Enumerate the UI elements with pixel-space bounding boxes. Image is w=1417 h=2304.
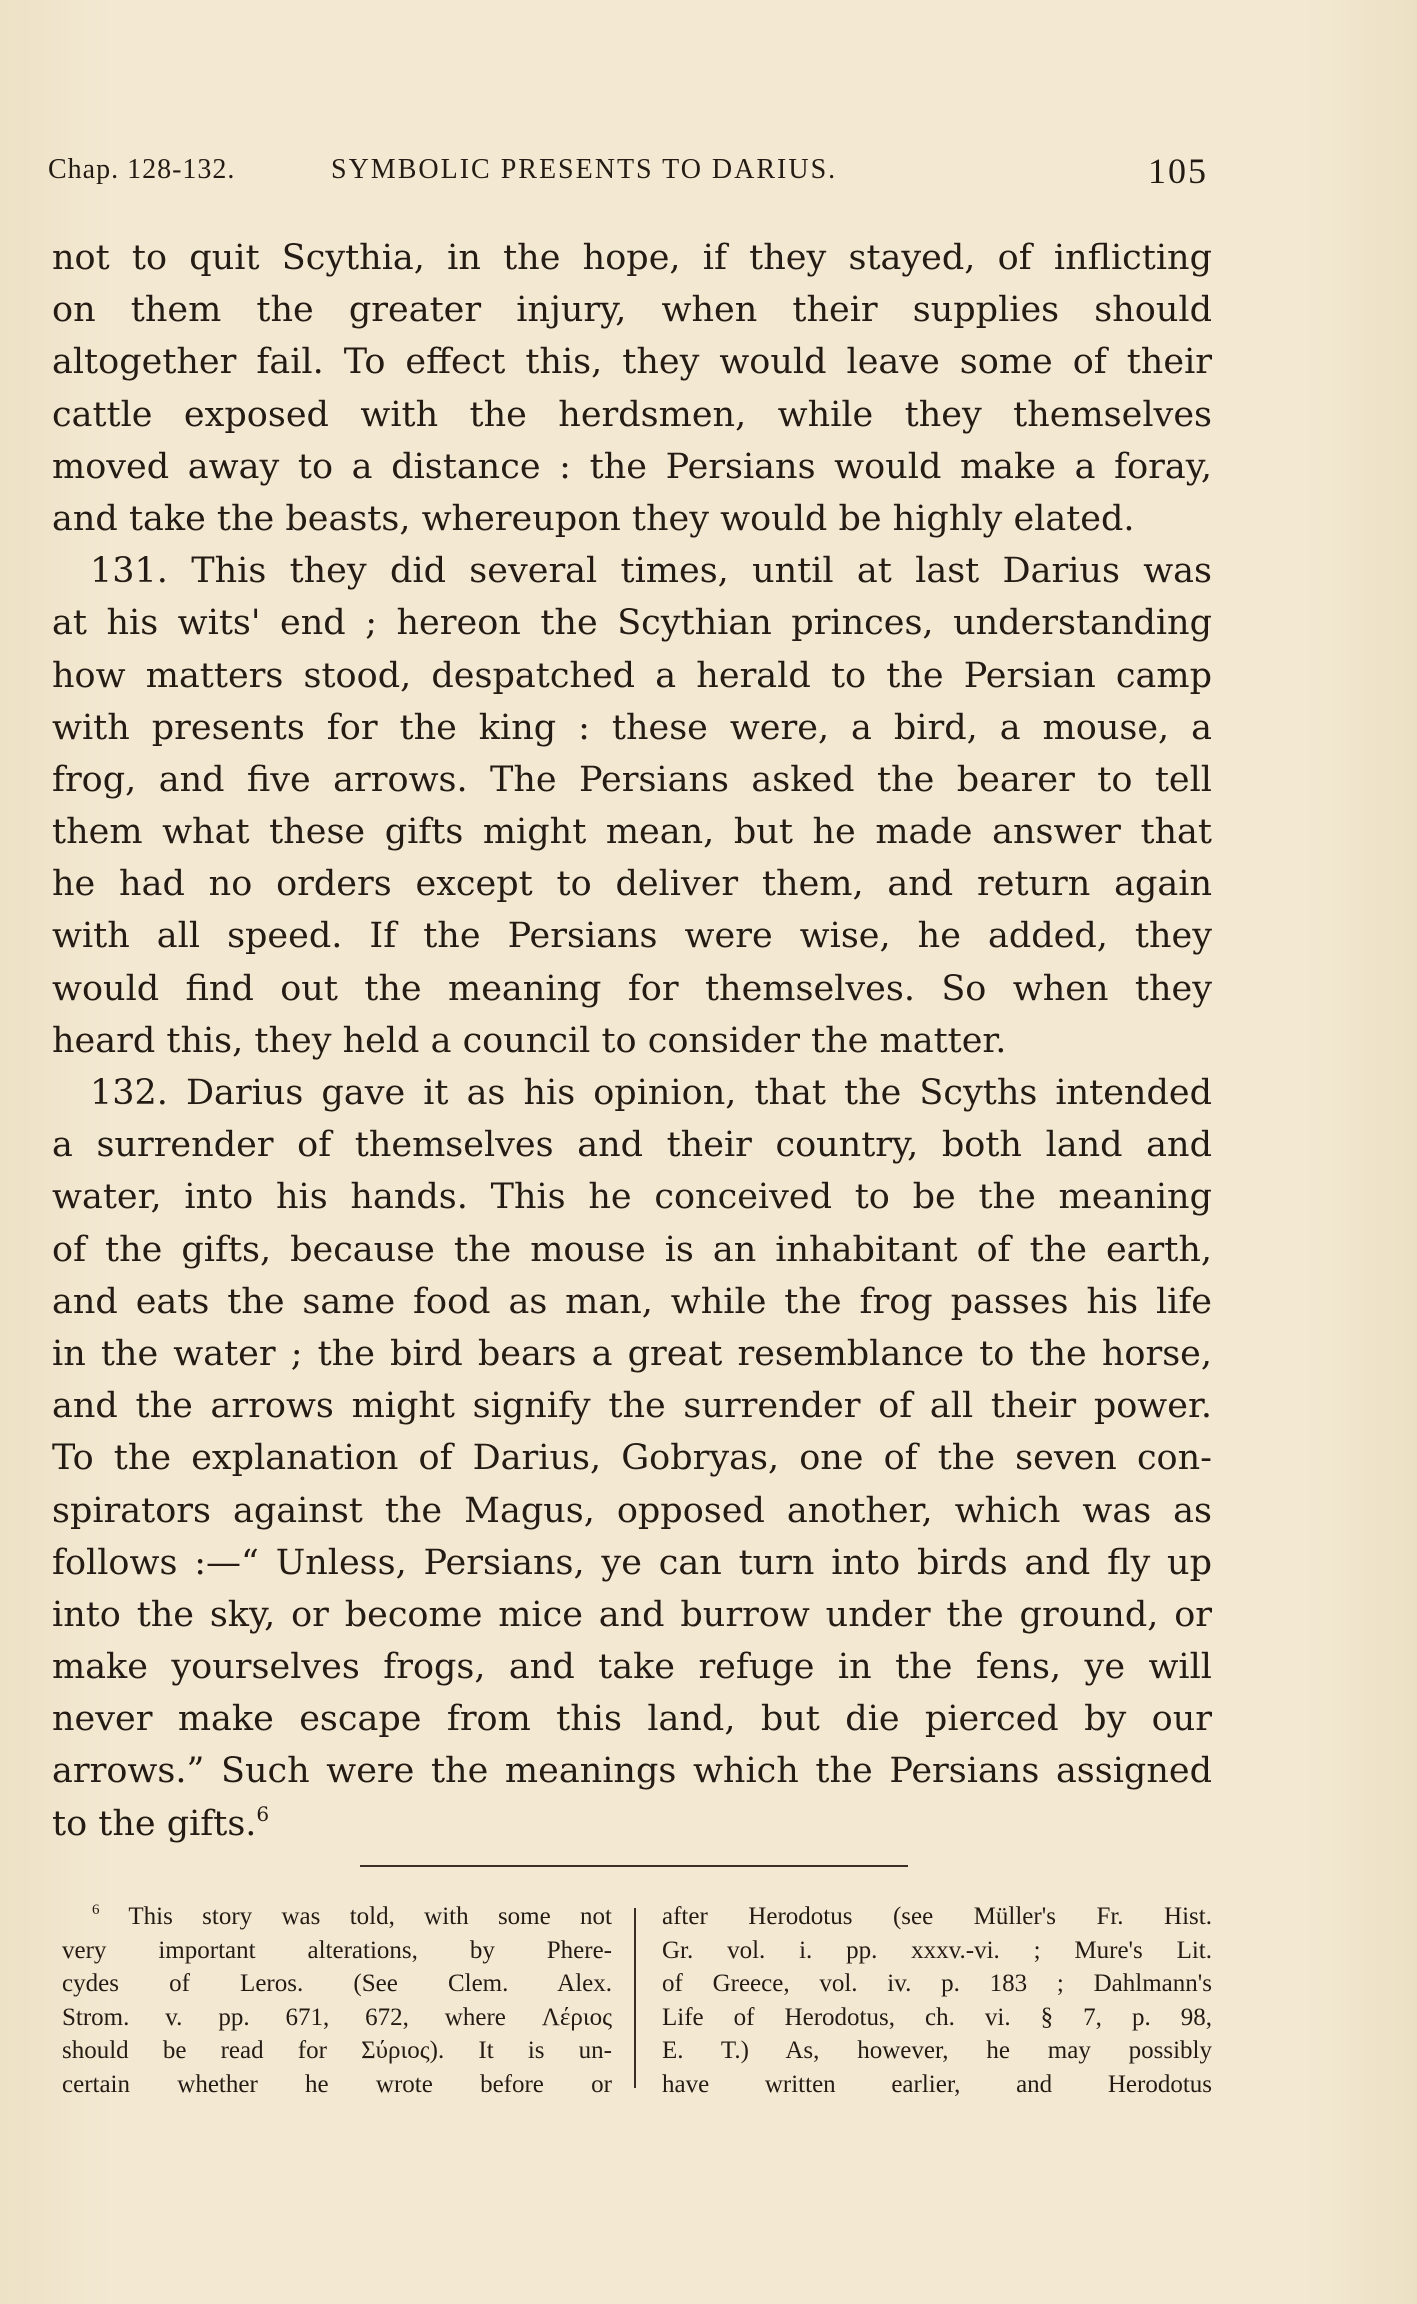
footnote-line: very important alterations, by Phere- <box>62 1936 612 1964</box>
text-line: never make escape from this land, but die pierced by our <box>52 1699 1212 1740</box>
text-line: in the water ; the bird bears a great resemblance to the horse, <box>52 1333 1212 1374</box>
text-line: and the arrows might signify the surrender of all their power. <box>52 1386 1212 1427</box>
footnote-line: Strom. v. pp. 671, 672, where Λέριος <box>62 2003 612 2031</box>
text-line: would find out the meaning for themselves. So when they <box>52 968 1212 1009</box>
text-line: not to quit Scythia, in the hope, if they stayed, of inflicting <box>52 238 1212 278</box>
text-line: To the explanation of Darius, Gobryas, one of the seven con- <box>52 1438 1212 1479</box>
footnote-line: E. T.) As, however, he may possibly <box>662 2037 1212 2065</box>
section-131-start: 131. This they did several times, until at last Darius was <box>90 551 1212 592</box>
footnote-separator <box>360 1865 908 1867</box>
footnote-column-left <box>62 1900 612 2102</box>
text-line: them what these gifts might mean, but he made answer that <box>52 812 1212 853</box>
footnote-marker: 6 <box>92 1902 100 1918</box>
page-number: 105 <box>1148 151 1208 191</box>
footnote-column-right <box>662 1900 1212 2102</box>
section-132-start: 132. Darius gave it as his opinion, that the Scyths intended <box>90 1073 1212 1113</box>
text-line: how matters stood, despatched a herald to the Persian camp <box>52 655 1212 696</box>
text-line: water, into his hands. This he conceived to be the meaning <box>52 1177 1212 1218</box>
text-line: with all speed. If the Persians were wise, he added, they <box>52 916 1212 957</box>
text-line: and take the beasts, whereupon they would be highly elated. <box>52 498 1135 539</box>
text-line: he had no orders except to deliver them, and return again <box>52 864 1212 905</box>
running-head <box>48 150 1208 190</box>
text-line: of the gifts, because the mouse is an inhabitant of the earth, <box>52 1229 1212 1270</box>
text-line: heard this, they held a council to consider the matter. <box>52 1020 1007 1061</box>
text-line-final-text: to the gifts. <box>52 1803 257 1844</box>
main-text <box>52 232 1212 1850</box>
text-line: make yourselves frogs, and take refuge in the fens, ye will <box>52 1647 1212 1688</box>
footnote-line: Life of Herodotus, ch. vi. § 7, p. 98, <box>662 2003 1212 2031</box>
footnote-line: have written earlier, and Herodotus <box>662 2070 1212 2098</box>
text-line: follows :—“ Unless, Persians, ye can turn into birds and fly up <box>52 1542 1212 1583</box>
text-line: on them the greater injury, when their supplies should <box>52 290 1212 331</box>
text-line: a surrender of themselves and their country, both land and <box>52 1125 1212 1166</box>
footnote-line-first <box>62 1900 612 1934</box>
text-line: arrows.” Such were the meanings which the Persians assigned <box>52 1751 1212 1792</box>
text-line: frog, and five arrows. The Persians asked the bearer to tell <box>52 759 1212 800</box>
text-line: at his wits' end ; hereon the Scythian princes, understanding <box>52 603 1212 644</box>
footnote-line: certain whether he wrote before or <box>62 2070 612 2098</box>
text-line: moved away to a distance : the Persians would make a foray, <box>52 446 1212 487</box>
footnote-line: after Herodotus (see Müller's Fr. Hist. <box>662 1903 1212 1930</box>
chapter-reference: Chap. 128-132. <box>48 154 236 185</box>
text-line: into the sky, or become mice and burrow under the ground, or <box>52 1594 1212 1635</box>
text-line-final <box>52 1798 1212 1850</box>
text-line: and eats the same food as man, while the frog passes his life <box>52 1281 1212 1322</box>
footnote-column-divider <box>634 1908 636 2088</box>
footnote-line: should be read for Σύριος). It is un- <box>62 2037 612 2065</box>
footnote-line: cydes of Leros. (See Clem. Alex. <box>62 1970 612 1998</box>
page-title: SYMBOLIC PRESENTS TO DARIUS. <box>331 154 838 185</box>
footnote-line: of Greece, vol. iv. p. 183 ; Dahlmann's <box>662 1970 1212 1998</box>
text-line: with presents for the king : these were, a bird, a mouse, a <box>52 707 1212 748</box>
footnote-reference[interactable]: 6 <box>256 1801 270 1826</box>
footnote-line-text: This story was told, with some not <box>128 1903 612 1930</box>
footnote-line: Gr. vol. i. pp. xxxv.-vi. ; Mure's Lit. <box>662 1936 1212 1964</box>
text-line: spirators against the Magus, opposed another, which was as <box>52 1490 1212 1531</box>
text-line: cattle exposed with the herdsmen, while they themselves <box>52 394 1212 435</box>
footnotes <box>62 1900 1212 2100</box>
text-line: altogether fail. To effect this, they would leave some of their <box>52 342 1212 383</box>
